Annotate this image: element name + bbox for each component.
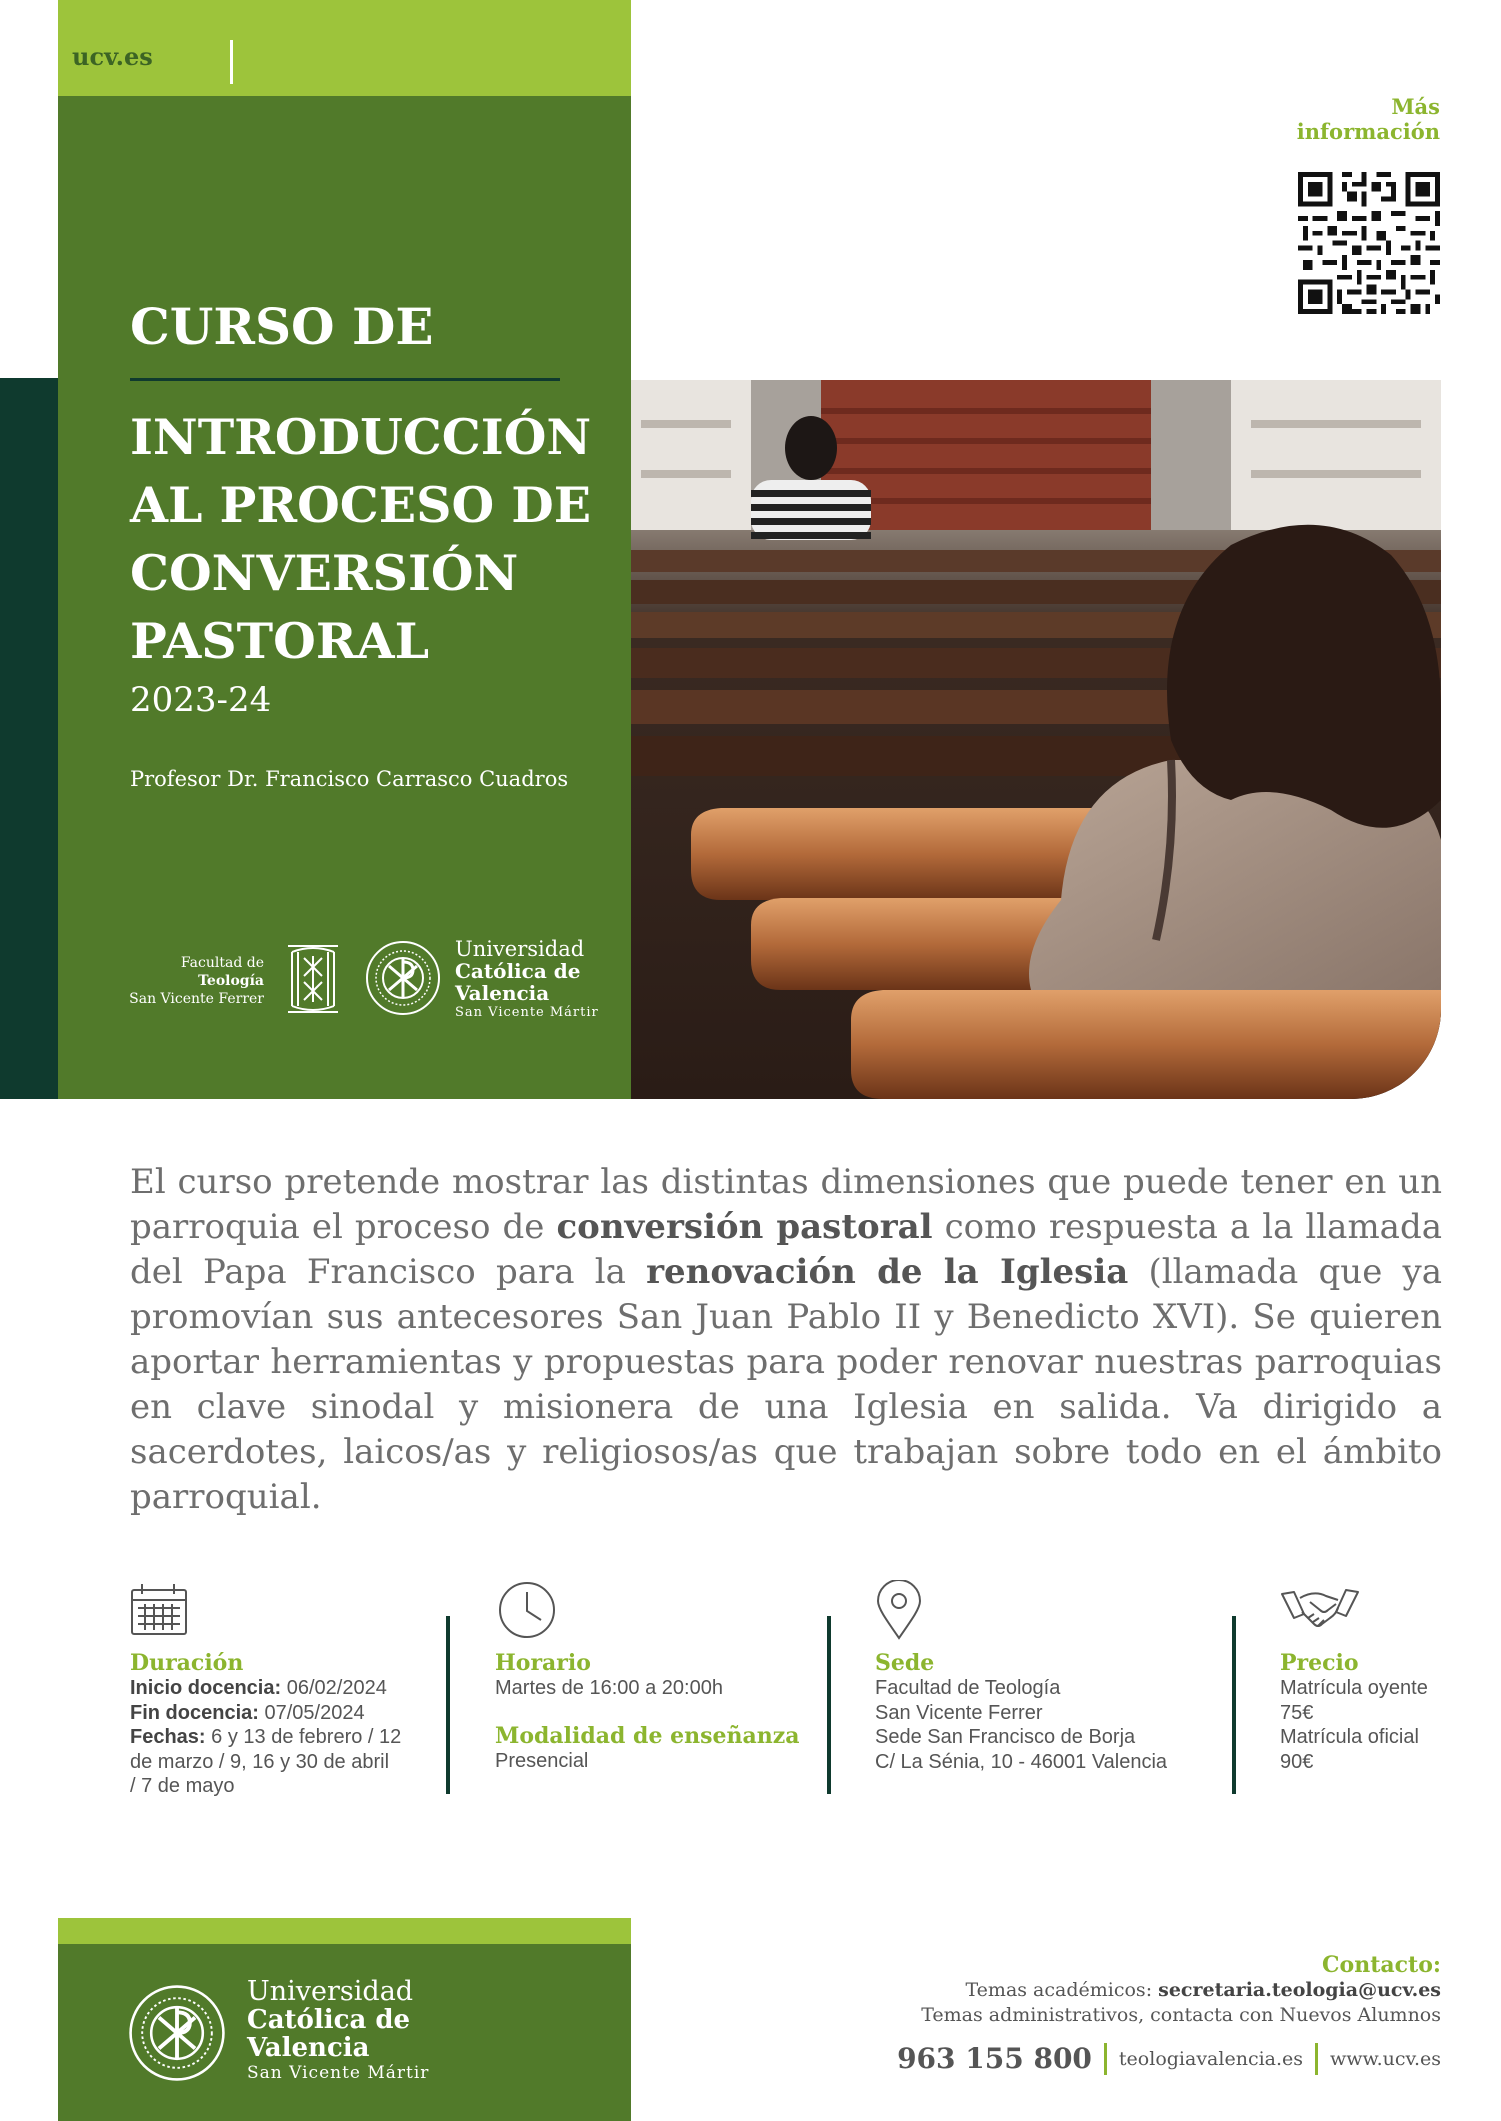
price-title: Precio [1280,1650,1359,1676]
university-seal-icon [365,940,441,1016]
contact-title: Contacto: [1322,1952,1441,1978]
phone-number[interactable]: 963 155 800 [897,2042,1092,2075]
start-value: 06/02/2024 [281,1677,387,1699]
course-description [130,1160,1442,1520]
duration-column [130,1580,401,1799]
academic-label: Temas académicos: [965,1979,1159,2001]
dates-line: de marzo / 9, 16 y 30 de abril [130,1750,390,1773]
clock-icon [495,1580,555,1640]
venue-line: C/ La Sénia, 10 - 46001 Valencia [875,1750,1168,1773]
description-text-2: como respuesta a la llamada del Papa Francisco para la [130,1207,1442,1292]
admin-contact: Temas administrativos, contacta con Nuevos Alumnos [921,2004,1441,2026]
website-link-ucv[interactable]: www.ucv.es [1330,2048,1441,2070]
description-paragraph [130,1160,1442,1520]
description-text-3: (llamada que ya promovían sus antecesores San Juan Pablo II y Benedicto XVI). Se quieren aportar herramientas y propuestas para poder renovar nuestras parroquias en clave sinodal y misionera de una Iglesia en salida. Va dirigido a sacerdotes, laicos/as y religiosos/as que trabajan sobre todo en el ámbito parroquial. [130,1252,1443,1517]
dates-value: 6 y 13 de febrero / 12 [205,1726,402,1748]
venue-line: San Vicente Ferrer [875,1701,1043,1724]
end-value: 07/05/2024 [258,1701,365,1724]
mode-title: Modalidad de enseñanza [495,1722,800,1749]
university-line-3: Valencia [247,2033,370,2063]
venue-line: Facultad de Teología [875,1677,1061,1699]
academic-email-link[interactable]: secretaria.teologia@ucv.es [1158,1979,1441,2001]
header-divider [230,40,233,84]
start-date [130,1676,401,1701]
venue-column [875,1580,1167,1774]
column-divider [446,1616,450,1794]
faculty-line-2: Teología [198,973,264,989]
professor-name: Profesor Dr. Francisco Carrasco Cuadros [130,767,569,791]
contact-block [780,1952,1441,2079]
university-name [455,938,599,1022]
course-title-line: CONVERSIÓN [130,544,519,602]
church-pews-photo [631,380,1441,1099]
faculty-line-1: Facultad de [180,955,264,971]
duration-title: Duración [130,1650,244,1676]
university-line-1: Universidad [455,937,585,961]
faculty-logo-text [112,954,264,1008]
price-line: 90€ [1280,1750,1314,1773]
price-column [1280,1580,1428,1774]
faculty-emblem-icon [282,942,344,1016]
university-line-4: San Vicente Mártir [247,2063,430,2083]
schedule-title: Horario [495,1650,591,1676]
contact-links [780,2038,1441,2079]
side-strip [0,378,58,1099]
university-seal-icon [128,1984,226,2082]
footer-university-name [247,1977,429,2084]
start-label: Inicio docencia: [130,1677,282,1699]
contact-divider [1104,2043,1107,2075]
mode-value: Presencial [495,1749,589,1772]
schedule-value: Martes de 16:00 a 20:00h [495,1677,723,1699]
price-line: 75€ [1280,1701,1314,1724]
venue-title: Sede [875,1650,935,1676]
course-title-line: PASTORAL [130,612,430,670]
column-divider [1232,1616,1236,1794]
footer-accent-bar [58,1918,631,1944]
site-url[interactable]: ucv.es [72,42,153,71]
price-line: Matrícula oyente [1280,1677,1428,1699]
course-year: 2023-24 [130,680,272,720]
dates-line [130,1725,401,1750]
contact-divider [1315,2043,1318,2075]
end-label: Fin docencia: [130,1701,259,1724]
handshake-icon [1280,1580,1360,1640]
university-line-3: Valencia [455,981,550,1005]
description-highlight-2: renovación de la Iglesia [646,1252,1129,1292]
end-date [130,1701,401,1726]
calendar-icon [130,1580,190,1640]
location-pin-icon [875,1580,935,1640]
description-text-1: El curso pretende mostrar las distintas dimensiones que puede tener en un parroquia el proceso de [130,1162,1442,1247]
course-title-line: INTRODUCCIÓN [130,408,592,466]
dates-line: / 7 de mayo [130,1775,235,1797]
column-divider [827,1616,831,1794]
website-link-teologia[interactable]: teologiavalencia.es [1118,2048,1304,2070]
course-title-line: AL PROCESO DE [130,476,592,534]
title-divider [130,378,560,381]
more-info-line-1: Más [1391,94,1440,119]
more-info-label [1240,94,1440,144]
church-interior-image [631,380,1441,1099]
course-title [130,403,610,675]
price-line: Matrícula oficial [1280,1726,1419,1748]
faculty-line-3: San Vicente Ferrer [129,991,264,1007]
university-line-1: Universidad [247,1976,414,2007]
university-line-2: Católica de [455,959,581,983]
qr-code-icon[interactable] [1298,172,1440,314]
venue-line: Sede San Francisco de Borja [875,1726,1136,1748]
course-kicker: CURSO DE [130,297,434,356]
description-highlight-1: conversión pastoral [556,1207,933,1247]
dates-label: Fechas: [130,1726,206,1748]
schedule-column [495,1580,799,1773]
university-line-4: San Vicente Mártir [455,1005,599,1020]
more-info-line-2: información [1296,119,1440,144]
academic-contact [780,1978,1441,2003]
university-line-2: Católica de [247,2005,411,2035]
